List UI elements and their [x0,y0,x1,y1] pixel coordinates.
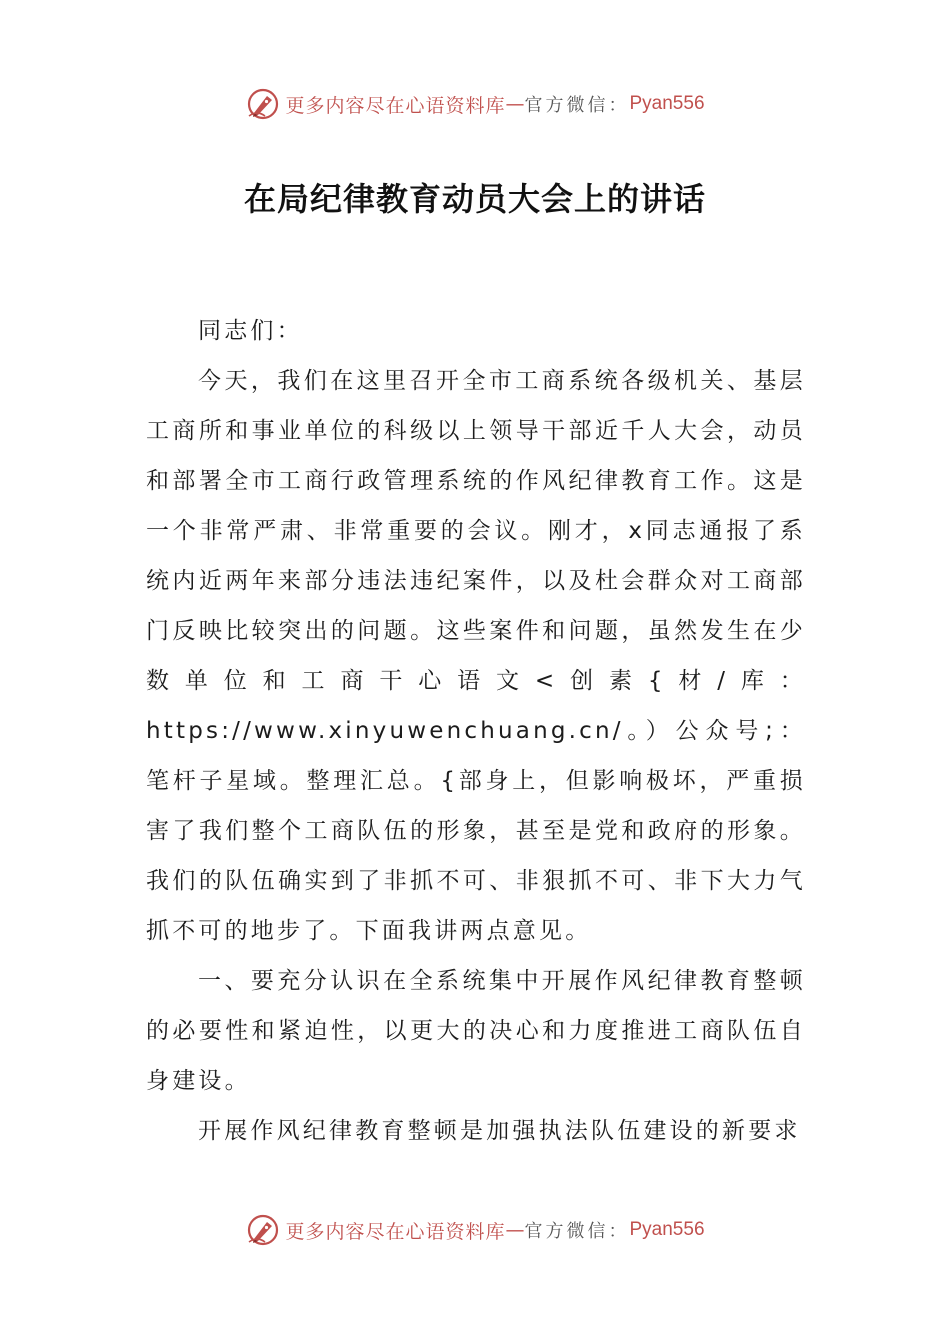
pen-nib-logo-icon [245,1212,281,1248]
banner-wechat-id: Pyan556 [629,1219,705,1240]
banner-label: 官方微信： [524,95,630,116]
banner-dash: — [505,93,525,115]
banner-wechat-id: Pyan556 [629,93,705,114]
body-paragraph: 开展作风纪律教育整顿是加强执法队伍建设的新要求 [198,1118,801,1144]
document-title: 在局纪律教育动员大会上的讲话 [243,180,706,218]
banner-dash: — [505,1219,525,1241]
body-paragraph: 一、要充分认识在全系统集中开展作风纪律教育整顿的必要性和紧迫性，以更大的决心和力度推进工商队伍自身建设。 [146,968,806,1094]
footer-watermark-banner [0,1210,950,1250]
header-watermark-banner [0,84,950,124]
document-body [146,306,806,1156]
banner-brand-text: 更多内容尽在心语资料库 [285,94,506,117]
banner-brand-text: 更多内容尽在心语资料库 [285,1220,506,1243]
banner-label: 官方微信： [524,1221,630,1242]
salutation: 同志们： [198,318,303,344]
body-paragraph: 今天，我们在这里召开全市工商系统各级机关、基层工商所和事业单位的科级以上领导干部近千人大会，动员和部署全市工商行政管理系统的作风纪律教育工作。这是一个非常严肃、非常重要的会议。刚才，x同志通报了系统内近两年来部分违法违纪案件，以及杜会群众对工商部门反映比较突出的问题。这些案件和问题，虽然发生在少数单位和工商干心语文<创素{材/库：https://www.xinyuwenchuang.cn/。）公众号;：笔杆子星域。整理汇总。{部身上，但影响极坏，严重损害了我们整个工商队伍的形象，甚至是党和政府的形象。我们的队伍确实到了非抓不可、非狠抓不可、非下大力气抓不可的地步了。下面我讲两点意见。 [146,368,806,944]
pen-nib-logo-icon [245,86,281,122]
